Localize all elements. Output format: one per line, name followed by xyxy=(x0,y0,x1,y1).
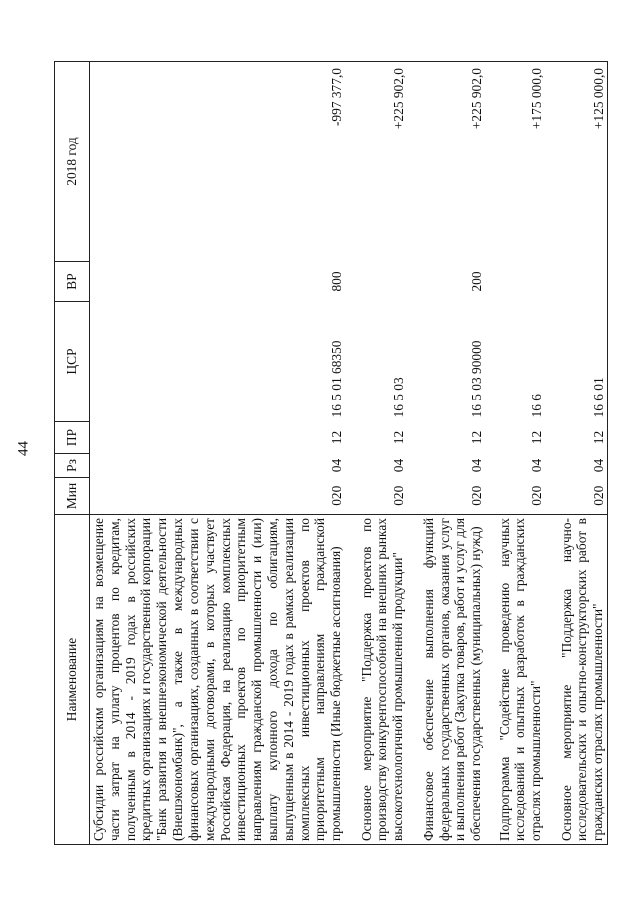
row-year: +225 902,0 xyxy=(407,62,485,262)
row-min: 020 xyxy=(469,485,485,506)
row-name: Подпрограмма "Содействие проведению научных исследований и опытных разработок в гражданских отраслях промышленности" xyxy=(485,515,545,845)
row-rz: 04 xyxy=(545,454,608,478)
row-vr xyxy=(345,262,407,302)
row-pr: 12 xyxy=(329,430,345,445)
row-name: Основное мероприятие "Поддержка научно-исследовательских и опытно-конструкторских работ в гражданских отраслях промышленности" xyxy=(545,515,608,845)
table-row xyxy=(485,62,545,845)
row-min: 020 xyxy=(329,485,345,506)
row-year: -997 377,0 xyxy=(90,62,346,262)
budget-table xyxy=(54,61,608,845)
row-name: Субсидии российским организациям на возмещение части затрат на уплату процентов по кредитам, полученным в 2014 - 2019 годах в российских кредитных организациях и государственной корпорации "Банк развития и внешнеэкономической деятельности (Внешэкономбанк)", а также в международных финансовых организациях, созданных в соответствии с международными договорами, в которых участвует Российская Федерация, на реализацию комплексных инвестиционных проектов по приоритетным направлениям гражданской промышленности и (или) выплату купонного дохода по облигациям, выпущенным в 2014 - 2019 годах в рамках реализации комплексных инвестиционных проектов по приоритетным направлениям гражданской промышленности (Иные бюджетные ассигнования) xyxy=(90,515,346,845)
header-name: Наименование xyxy=(55,515,90,845)
row-rz: 04 xyxy=(529,458,545,473)
header-year: 2018 год xyxy=(55,62,90,262)
row-year: +125 000,0 xyxy=(545,62,608,262)
row-vr xyxy=(485,262,545,302)
row-pr: 12 xyxy=(529,430,545,445)
budget-table-sheet xyxy=(54,62,607,845)
row-csr: 16 5 01 68350 xyxy=(329,340,345,418)
row-year: +225 902,0 xyxy=(345,62,407,262)
row-vr xyxy=(545,262,608,302)
row-pr: 12 xyxy=(391,430,407,445)
row-pr: 12 xyxy=(545,422,608,454)
row-min: 020 xyxy=(391,485,407,506)
header-min: Мин xyxy=(55,478,90,515)
header-csr: ЦСР xyxy=(55,302,90,422)
row-name: Основное мероприятие "Поддержка проектов по производству конкурентоспособной на внешних рынках высокотехнологичной промышленной продукции" xyxy=(345,515,407,845)
table-header-row xyxy=(55,62,90,845)
row-rz: 04 xyxy=(469,458,485,473)
row-vr: 800 xyxy=(329,271,345,292)
row-rz: 04 xyxy=(391,458,407,473)
header-pr: ПР xyxy=(55,422,90,454)
row-pr: 12 xyxy=(469,430,485,445)
row-name: Финансовое обеспечение выполнения функций федеральных государственных органов, оказания услуг и выполнения работ (Закупка товаров, работ и услуг для обеспечения государственных (муниципальных) нужд) xyxy=(407,515,485,845)
row-csr: 16 6 01 xyxy=(545,302,608,422)
table-row xyxy=(407,62,485,845)
table-row xyxy=(90,62,346,845)
row-year: +175 000,0 xyxy=(485,62,545,262)
header-rz: Рз xyxy=(55,454,90,478)
row-csr: 16 6 xyxy=(529,394,545,418)
row-vr: 200 xyxy=(469,271,485,292)
header-vr: ВР xyxy=(55,262,90,302)
page-number: 44 xyxy=(15,441,32,456)
row-min: 020 xyxy=(545,478,608,515)
table-row xyxy=(345,62,407,845)
table-row xyxy=(545,62,608,845)
row-csr: 16 5 03 xyxy=(391,377,407,418)
row-csr: 16 5 03 90000 xyxy=(469,340,485,418)
row-rz: 04 xyxy=(329,458,345,473)
row-min: 020 xyxy=(529,485,545,506)
